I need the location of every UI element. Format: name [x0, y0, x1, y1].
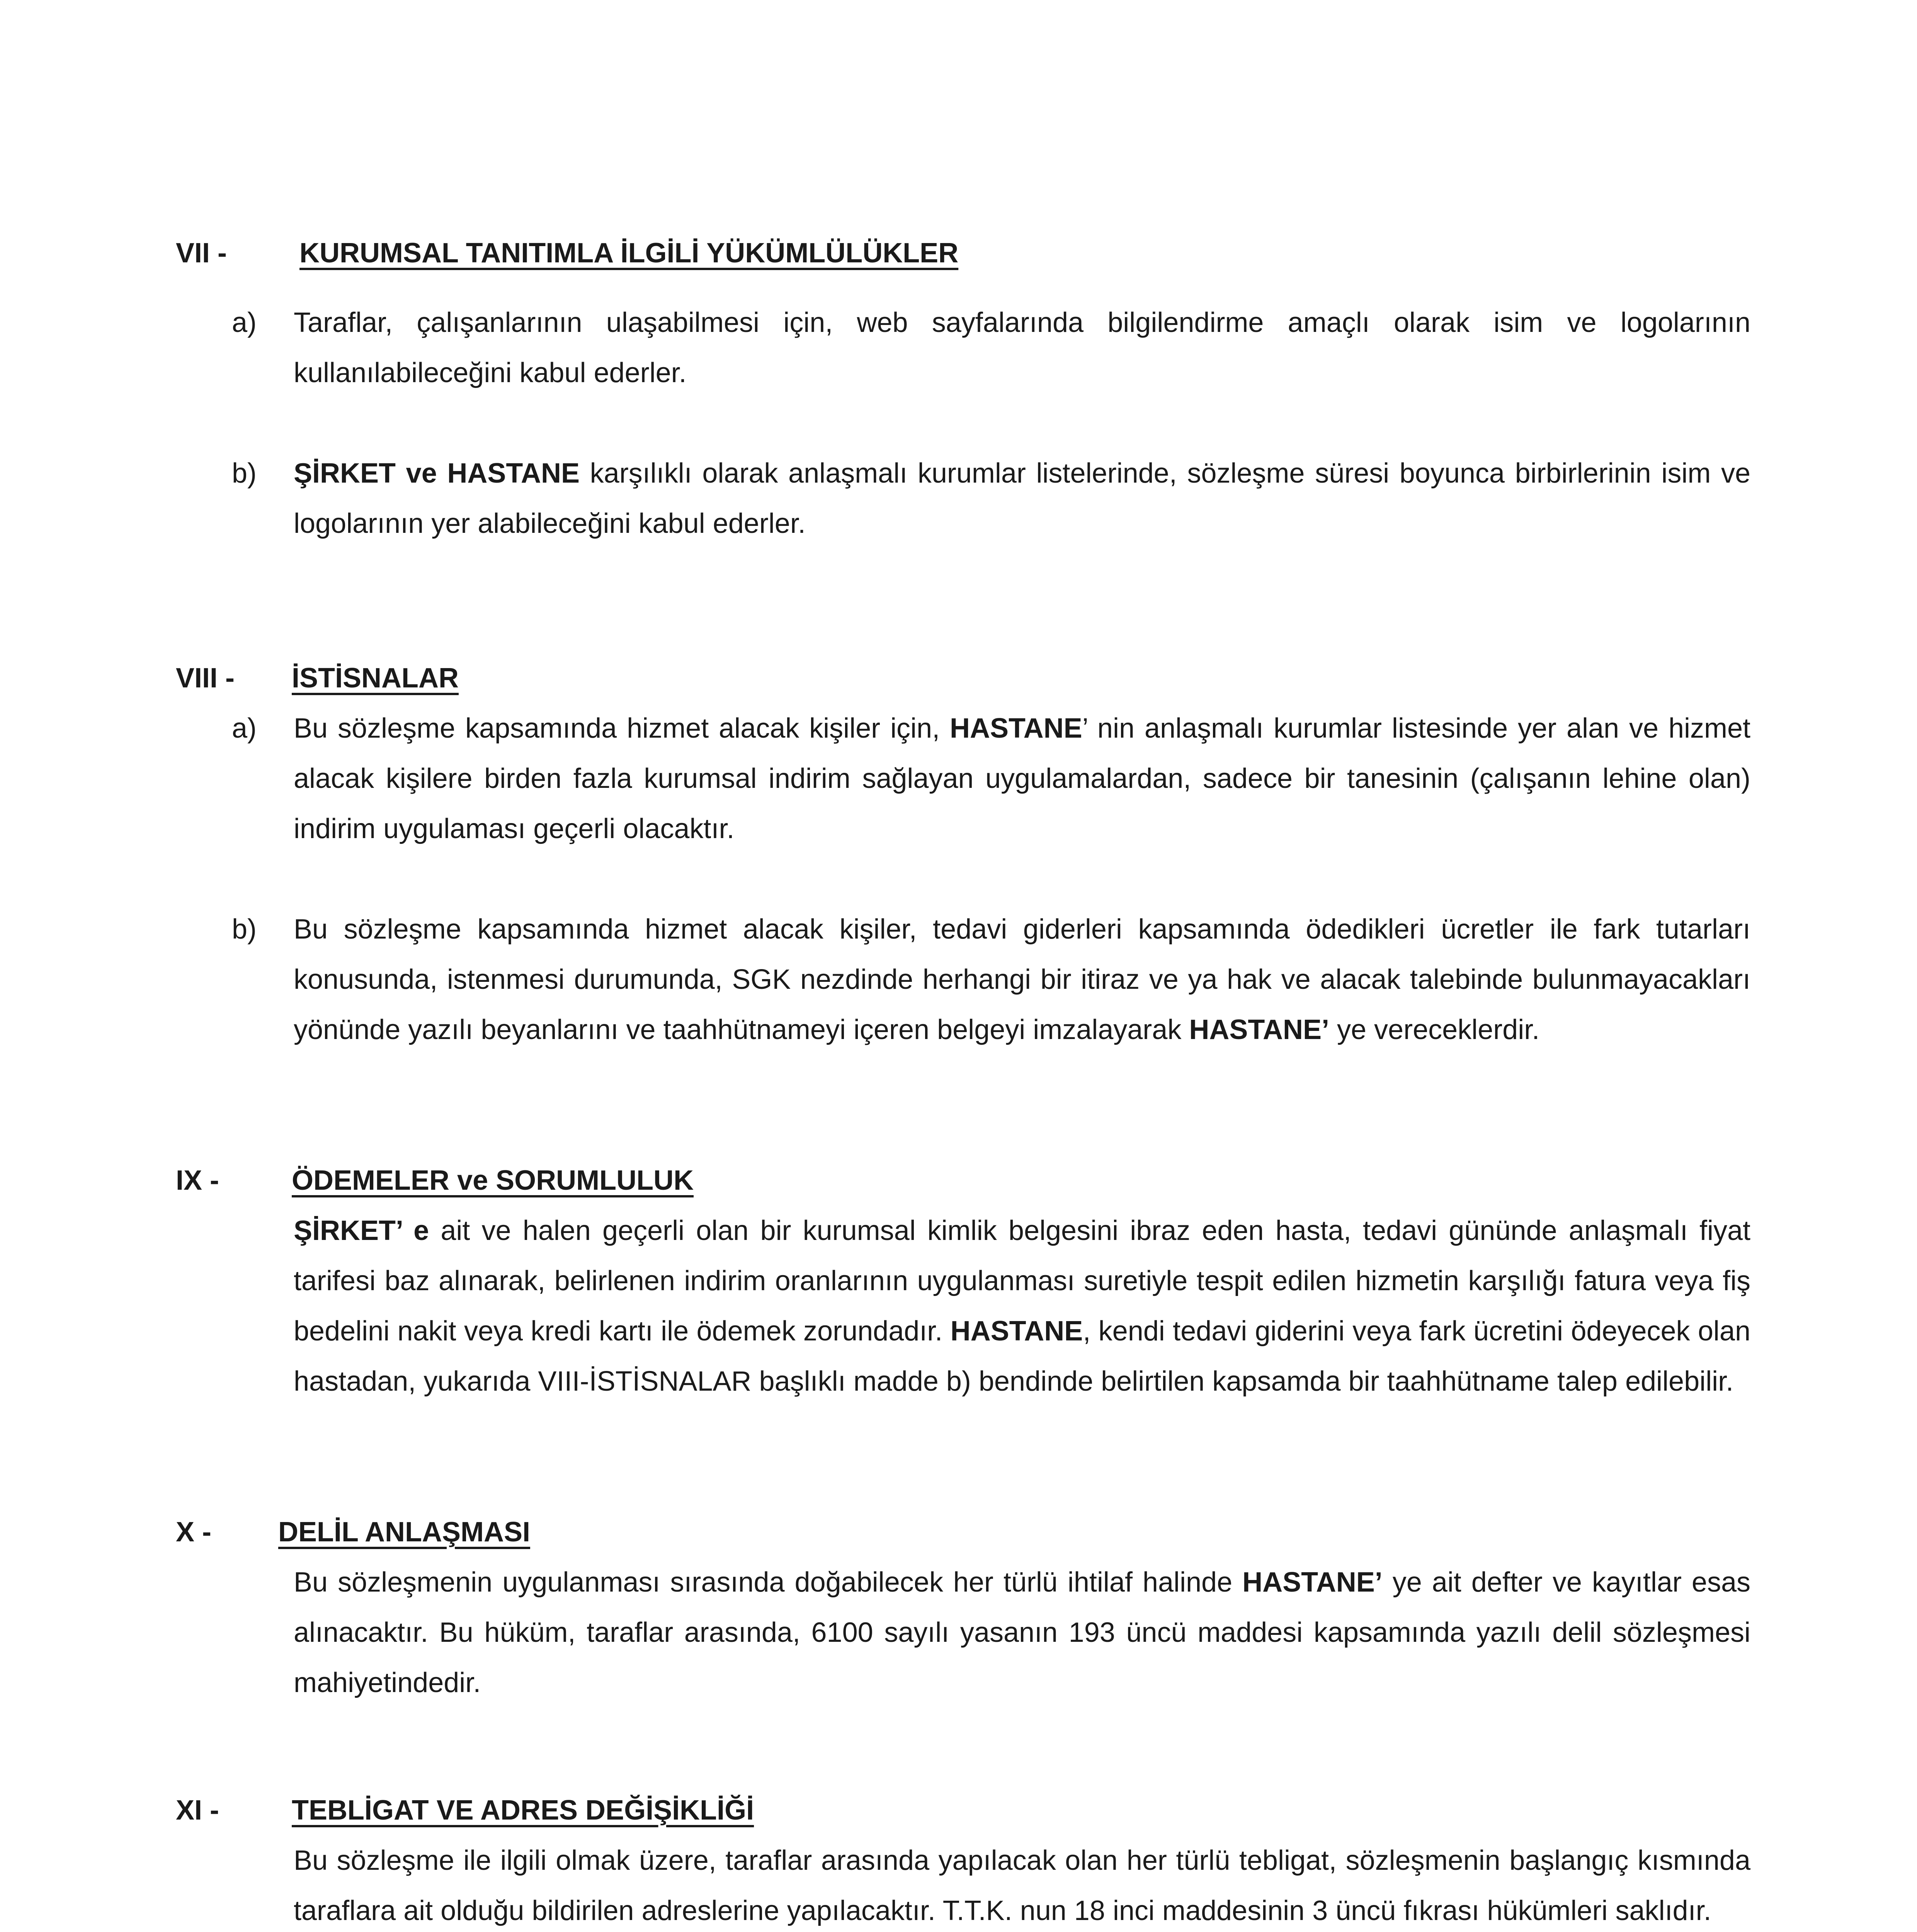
- section-title: ÖDEMELER ve SORUMLULUK: [292, 1165, 694, 1196]
- section-x-body: Bu sözleşmenin uygulanması sırasında doğabilecek her türlü ihtilaf halinde HASTANE’ ye ait defter ve kayıtlar esas alınacaktır. Bu hüküm, taraflar arasında, 6100 sayılı yasanın 193 üncü maddesi kapsamında yazılı delil sözleşmesi mahiyetindedir.: [294, 1567, 1750, 1698]
- section-number: X -: [176, 1517, 212, 1548]
- section-title: TEBLİGAT VE ADRES DEĞİŞİKLİĞİ: [292, 1795, 754, 1826]
- clause-text: Taraflar, çalışanlarının ulaşabilmesi için, web sayfalarında bilgilendirme amaçlı olarak isim ve logolarının kullanılabileceğini kabul ederler.: [294, 307, 1750, 388]
- bold-term: ŞİRKET ve HASTANE: [294, 458, 580, 489]
- bold-term: HASTANE: [950, 713, 1082, 744]
- clause-label: a): [232, 307, 257, 338]
- clause-text: Bu sözleşme kapsamında hizmet alacak kişiler, tedavi giderleri kapsamında ödedikleri ücretler ile fark tutarları konusunda, istenmesi durumunda, SGK nezdinde herhangi bir itiraz ve ya hak ve alacak talebinde bulunmayacakları yönünde yazılı beyanlarını ve taahhütnameyi içeren belgeyi imzalayarak HASTANE’ ye vereceklerdir.: [294, 914, 1750, 1045]
- section-title: DELİL ANLAŞMASI: [278, 1517, 531, 1548]
- clause-text: ŞİRKET ve HASTANE karşılıklı olarak anlaşmalı kurumlar listelerinde, sözleşme süresi boyunca birbirlerinin isim ve logolarının yer alabileceğini kabul ederler.: [294, 458, 1750, 539]
- section-title: KURUMSAL TANITIMLA İLGİLİ YÜKÜMLÜLÜKLER: [299, 238, 959, 269]
- clause-text: Bu sözleşme kapsamında hizmet alacak kişiler için, HASTANE’ nin anlaşmalı kurumlar listesinde yer alan ve hizmet alacak kişilere birden fazla kurumsal indirim sağlayan uygulamalardan, sadece bir tanesinin (çalışanın lehine olan) indirim uygulaması geçerli olacaktır.: [294, 713, 1750, 844]
- bold-term: HASTANE: [950, 1316, 1083, 1347]
- section-number: XI -: [176, 1795, 219, 1826]
- section-number: VIII -: [176, 663, 235, 694]
- bold-term: HASTANE’: [1189, 1014, 1329, 1045]
- section-number: VII -: [176, 238, 227, 269]
- section-ix-body: ŞİRKET’ e ait ve halen geçerli olan bir kurumsal kimlik belgesini ibraz eden hasta, tedavi gününde anlaşmalı fiyat tarifesi baz alınarak, belirlenen indirim oranlarının uygulanması suretiyle tespit edilen hizmetin karşılığı fatura veya fiş bedelini nakit veya kredi kartı ile ödemek zorundadır. HASTANE, kendi tedavi giderini veya fark ücretini ödeyecek olan hastadan, yukarıda VIII-İSTİSNALAR başlıklı madde b) bendinde belirtilen kapsamda bir taahhütname talep edilebilir.: [294, 1215, 1750, 1397]
- section-title: İSTİSNALAR: [292, 663, 459, 694]
- clause-label: b): [232, 458, 257, 489]
- clause-label: a): [232, 713, 257, 744]
- bold-term: ŞİRKET’ e: [294, 1215, 429, 1246]
- section-number: IX -: [176, 1165, 219, 1196]
- clause-label: b): [232, 914, 257, 945]
- section-xi-paragraph-1: Bu sözleşme ile ilgili olmak üzere, taraflar arasında yapılacak olan her türlü tebligat, sözleşmenin başlangıç kısmında taraflara ait olduğu bildirilen adreslerine yapılacaktır. T.T.K. nun 18 inci maddesinin 3 üncü fıkrası hükümleri saklıdır.: [294, 1845, 1750, 1926]
- bold-term: HASTANE’: [1242, 1567, 1383, 1598]
